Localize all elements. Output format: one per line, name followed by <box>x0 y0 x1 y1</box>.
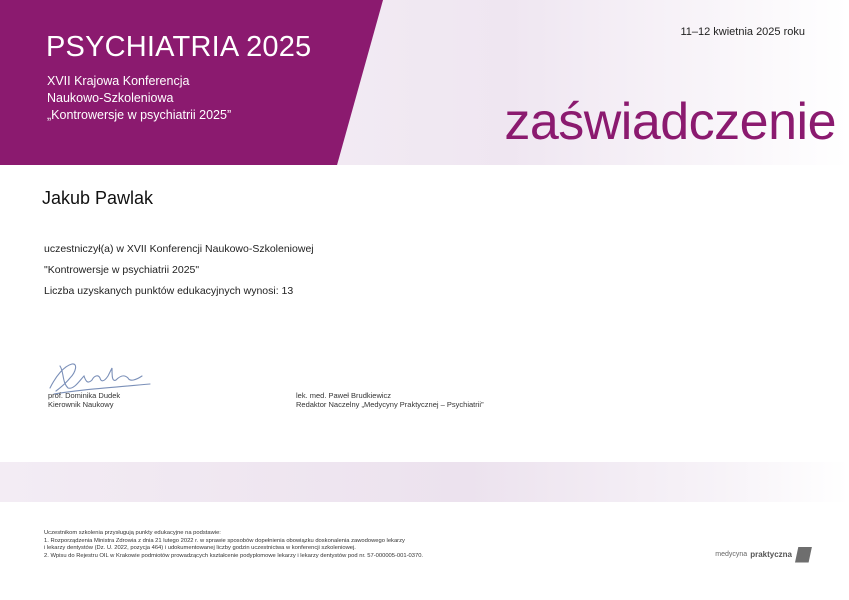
participation-text: uczestniczył(a) w XVII Konferencji Naukowo-Szkoleniowej <box>44 243 314 255</box>
conference-date: 11–12 kwietnia 2025 roku <box>680 26 805 38</box>
note-line: Uczestnikom szkolenia przysługują punkty edukacyjne na podstawie: <box>44 530 221 536</box>
conference-subtitle-line: XVII Krajowa Konferencja <box>47 74 190 88</box>
points-text: Liczba uzyskanych punktów edukacyjnych wynosi: 13 <box>44 285 294 297</box>
note-line: i lekarzy dentystów (Dz. U. 2022, pozycja 464) i udokumentowanej liczby godzin uczestnictwa w konferencji szkoleniowej. <box>44 545 356 552</box>
note-line: 2. Wpisu do Rejestru OIL w Krakowie podmiotów prowadzących kształcenie podyplomowe lekarzy i lekarzy dentystów pod nr. 57-000005-001-0370. <box>44 552 424 559</box>
logo-word: praktyczna <box>750 550 792 559</box>
note-line: 1. Rozporządzenia Ministra Zdrowia z dnia 21 lutego 2022 r. w sprawie sposobów dopełnienia obowiązku doskonalenia zawodowego lekarzy <box>44 537 405 544</box>
signatory-role: Kierownik Naukowy <box>48 400 114 409</box>
signatory-name: lek. med. Paweł Brudkiewicz <box>296 391 392 400</box>
participant-name: Jakub Pawlak <box>42 188 154 208</box>
signatory-name: prof. Dominika Dudek <box>48 391 121 400</box>
conference-title: PSYCHIATRIA 2025 <box>46 31 312 63</box>
logo-mark-icon <box>795 547 812 563</box>
conference-subtitle-line: Naukowo-Szkoleniowa <box>47 91 174 105</box>
signatory-role: Redaktor Naczelny „Medycyny Praktycznej – Psychiatrii” <box>296 400 484 409</box>
signature-block-left <box>48 391 120 409</box>
publisher-logo <box>715 546 812 563</box>
conference-subtitle-line: „Kontrowersje w psychiatrii 2025” <box>47 108 232 122</box>
logo-word: medycyna <box>715 551 748 558</box>
footer-notes <box>44 530 423 560</box>
signature-block-right <box>296 391 484 409</box>
document-title: zaświadczenie <box>504 93 836 151</box>
conference-name-text: "Kontrowersje w psychiatrii 2025" <box>44 264 200 276</box>
footer-band <box>0 462 849 502</box>
